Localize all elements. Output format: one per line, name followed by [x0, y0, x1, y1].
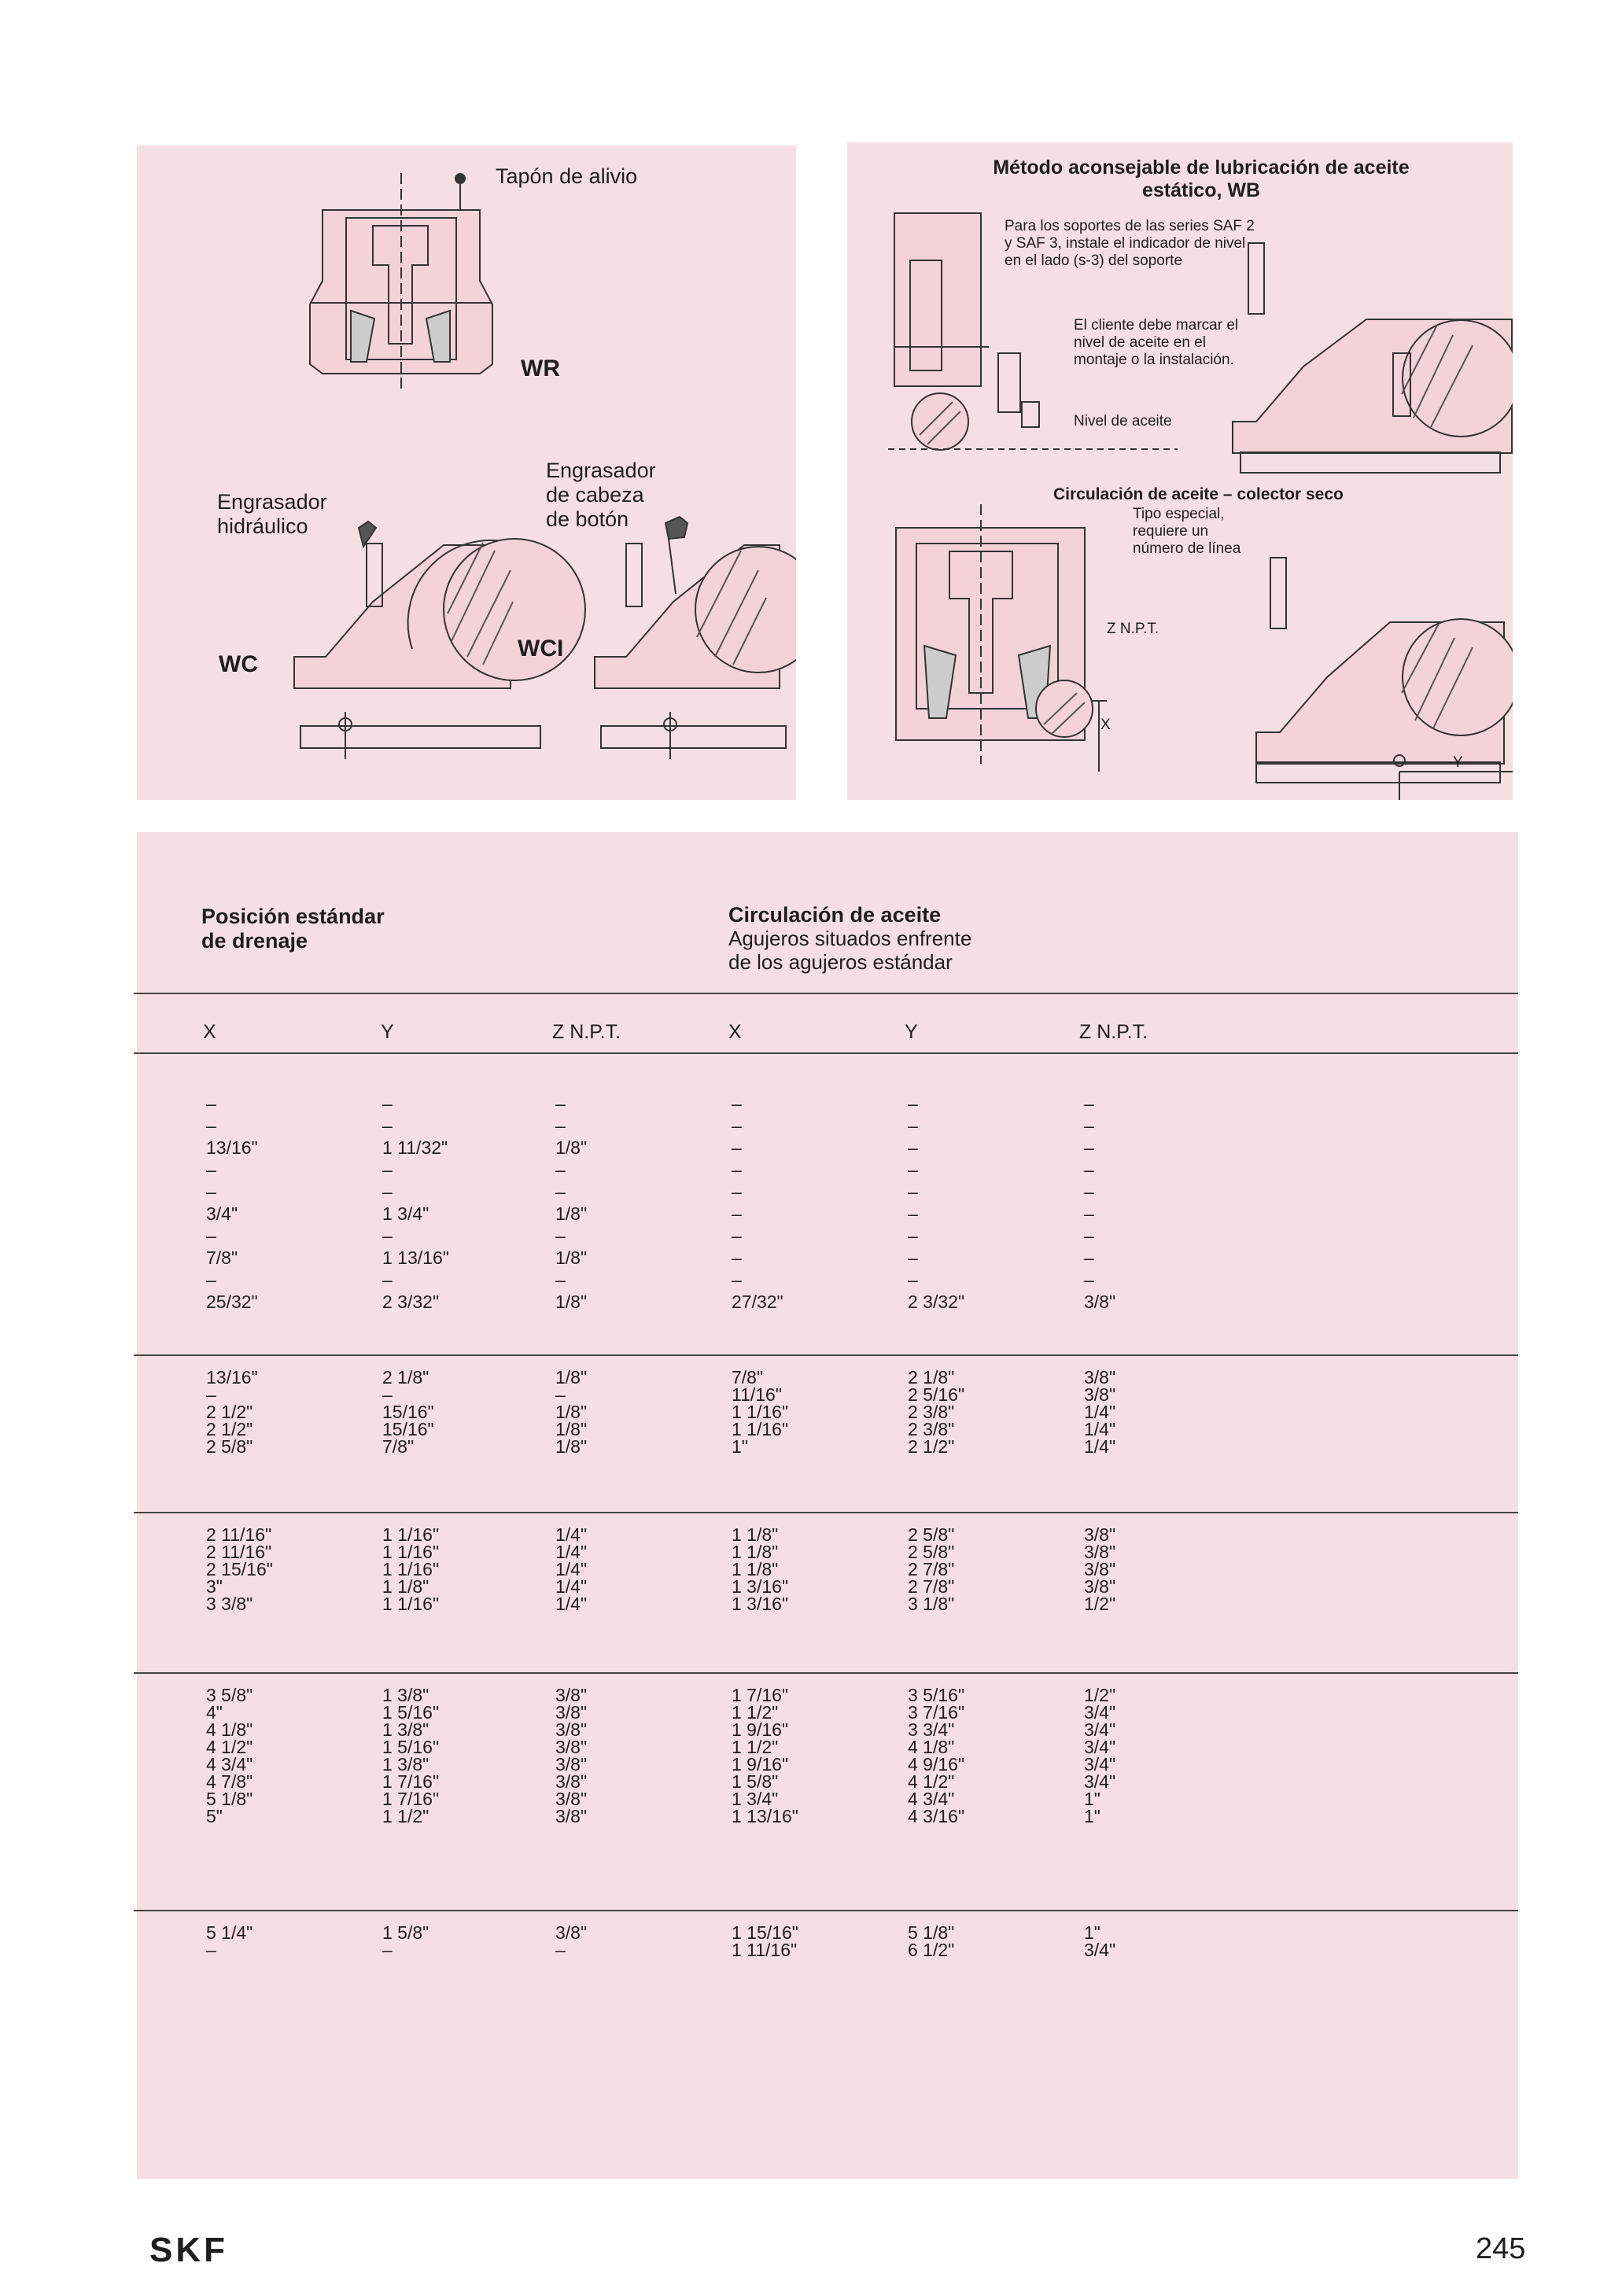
table-cell: – — [908, 1270, 918, 1290]
table-cell: 1 3/8" — [382, 1719, 429, 1740]
table-cell: 1 3/4" — [732, 1789, 779, 1809]
table-cell: 2 1/2" — [206, 1402, 253, 1422]
table-cell: 4 1/8" — [908, 1737, 955, 1757]
table-cell: – — [732, 1270, 742, 1290]
table-cell: 3/8" — [555, 1789, 588, 1809]
table-cell: 1/4" — [555, 1559, 588, 1579]
table-cell: 1 1/16" — [382, 1594, 440, 1614]
table-cell: – — [382, 1159, 393, 1180]
table-cell: 2 15/16" — [206, 1559, 273, 1579]
wb-note-cliente: El cliente debe marcar el nivel de aceite en el montaje o la instalación. — [1074, 317, 1239, 368]
table-cell: – — [555, 1940, 566, 1960]
table-cell: 7/8" — [732, 1367, 764, 1388]
table-top-rule — [134, 993, 1518, 994]
table-cell: – — [732, 1225, 742, 1246]
table-cell: 5 1/8" — [908, 1922, 955, 1943]
table-cell: – — [732, 1203, 742, 1224]
label-engrasador-boton: Engrasador de cabeza de botón — [546, 459, 656, 531]
table-cell: 3/4" — [1084, 1754, 1116, 1775]
table-cell: 2 5/8" — [908, 1524, 955, 1545]
table-cell: 3 1/8" — [908, 1594, 955, 1614]
table-cell: 1 1/16" — [732, 1419, 789, 1439]
table-cell: 15/16" — [382, 1419, 434, 1439]
table-cell: 25/32" — [206, 1292, 258, 1312]
table-cell: – — [555, 1093, 566, 1114]
label-x: X — [1100, 717, 1111, 733]
dry-sump-note: Tipo especial, requiere un número de línea — [1133, 506, 1241, 557]
table-cell: 1 1/2" — [382, 1806, 429, 1826]
table-cell: – — [732, 1159, 742, 1180]
table-cell: – — [206, 1093, 216, 1114]
table-cell: 1/4" — [555, 1542, 588, 1562]
table-cell: 1 3/16" — [732, 1576, 789, 1597]
label-engrasador-hidraulico: Engrasador hidráulico — [217, 490, 327, 538]
table-cell: 1/4" — [555, 1576, 588, 1597]
table-cell: 1 1/16" — [382, 1542, 440, 1562]
table-cell: – — [732, 1137, 742, 1158]
label-nivel-aceite: Nivel de aceite — [1074, 413, 1172, 429]
table-cell: 1/4" — [1084, 1419, 1116, 1439]
table-cell: 2 5/8" — [908, 1542, 955, 1562]
table-cell: – — [555, 1384, 566, 1405]
table-cell: 4 1/2" — [908, 1771, 955, 1792]
table-cell: 1 9/16" — [732, 1719, 789, 1740]
dry-sump-title: Circulación de aceite – colector seco — [1053, 485, 1344, 503]
table-cell: 1 3/8" — [382, 1754, 429, 1775]
table-cell: 2 3/32" — [908, 1292, 965, 1312]
table-cell: – — [1084, 1225, 1094, 1246]
table-cell: 5 1/4" — [206, 1922, 253, 1943]
table-cell: 1 5/16" — [382, 1702, 440, 1723]
table-cell: 2 1/8" — [382, 1367, 429, 1388]
table-cell: 1 1/16" — [382, 1559, 440, 1579]
table-cell: 3" — [206, 1576, 223, 1597]
table-cell: 4 3/4" — [206, 1754, 253, 1775]
table-cell: – — [206, 1181, 216, 1202]
table-cell: – — [206, 1270, 216, 1290]
table-cell: – — [382, 1181, 393, 1202]
table-cell: 1 3/16" — [732, 1594, 789, 1614]
table-left-title: Posición estándar de drenaje — [201, 905, 385, 953]
table-cell: 1 7/16" — [732, 1685, 789, 1705]
table-cell: 3 3/8" — [206, 1594, 253, 1614]
table-right-title: Circulación de aceite — [728, 903, 942, 927]
table-cell: 1" — [1084, 1806, 1100, 1826]
table-cell: 1 1/8" — [732, 1524, 779, 1545]
table-cell: 1 1/16" — [382, 1524, 440, 1545]
table-cell: 3/8" — [1084, 1384, 1116, 1405]
table-cell: – — [206, 1159, 216, 1180]
table-cell: 2 3/8" — [908, 1419, 955, 1439]
table-cell: 3/8" — [1084, 1524, 1116, 1545]
wb-method-title: Método aconsejable de lubricación de aceite estático, WB — [993, 157, 1410, 201]
table-group-rule — [134, 1512, 1518, 1513]
table-cell: – — [908, 1248, 918, 1268]
housing-drawings-left — [137, 146, 796, 800]
table-cell: 4 1/2" — [206, 1737, 253, 1757]
table-cell: 7/8" — [206, 1248, 238, 1268]
table-cell: 4 3/4" — [908, 1789, 955, 1809]
label-tapon-alivio: Tapón de alivio — [496, 164, 638, 188]
table-cell: 3/4" — [1084, 1771, 1116, 1792]
table-cell: 3/8" — [555, 1702, 588, 1723]
table-cell: – — [555, 1270, 566, 1290]
label-wr: WR — [521, 356, 560, 381]
table-cell: 1/2" — [1084, 1685, 1116, 1705]
table-cell: – — [1084, 1181, 1094, 1202]
table-cell: 1 15/16" — [732, 1922, 798, 1943]
table-cell: – — [382, 1225, 393, 1246]
table-cell: 3/8" — [1084, 1559, 1116, 1579]
col-header-x-circ: X — [728, 1021, 742, 1043]
table-cell: 2 7/8" — [908, 1576, 955, 1597]
table-cell: – — [732, 1093, 742, 1114]
table-cell: – — [382, 1270, 393, 1290]
table-cell: 1 11/32" — [382, 1137, 448, 1158]
table-cell: – — [206, 1115, 216, 1136]
table-cell: 1/8" — [555, 1137, 588, 1158]
table-cell: – — [555, 1225, 566, 1246]
table-cell: 1" — [732, 1436, 748, 1457]
table-group-rule — [134, 1910, 1518, 1911]
table-cell: – — [206, 1225, 216, 1246]
table-cell: 1" — [1084, 1789, 1100, 1809]
table-cell: 2 3/8" — [908, 1402, 955, 1422]
table-cell: 1 1/2" — [732, 1737, 779, 1757]
table-cell: 1/4" — [555, 1594, 588, 1614]
col-header-z-circ: Z N.P.T. — [1079, 1021, 1148, 1043]
table-cell: 4 3/16" — [908, 1806, 965, 1826]
table-cell: 6 1/2" — [908, 1940, 955, 1960]
table-right-subtitle: Agujeros situados enfrente de los agujeros estándar — [728, 927, 972, 974]
page-number: 245 — [1476, 2232, 1526, 2265]
table-cell: – — [908, 1203, 918, 1224]
table-cell: 1/8" — [555, 1419, 588, 1439]
table-cell: 3 3/4" — [908, 1719, 955, 1740]
table-cell: – — [1084, 1270, 1094, 1290]
table-cell: 27/32" — [732, 1292, 783, 1312]
table-cell: – — [555, 1159, 566, 1180]
label-y: Y — [1453, 754, 1463, 771]
table-cell: 1/8" — [555, 1292, 588, 1312]
table-cell: 3/8" — [555, 1737, 588, 1757]
col-header-y-circ: Y — [905, 1021, 918, 1043]
table-cell: 1 11/16" — [732, 1940, 798, 1960]
table-cell: 1/2" — [1084, 1594, 1116, 1614]
table-cell: 3/8" — [555, 1771, 588, 1792]
table-cell: 3/8" — [555, 1719, 588, 1740]
table-cell: 2 11/16" — [206, 1524, 272, 1545]
table-cell: 1 1/8" — [732, 1542, 779, 1562]
table-cell: 13/16" — [206, 1137, 258, 1158]
table-cell: 2 1/2" — [908, 1436, 955, 1457]
table-cell: – — [1084, 1159, 1094, 1180]
table-cell: 1/8" — [555, 1436, 588, 1457]
table-cell: 1/8" — [555, 1203, 588, 1224]
table-cell: 1 9/16" — [732, 1754, 789, 1775]
table-cell: – — [382, 1115, 393, 1136]
table-cell: 1 13/16" — [732, 1806, 798, 1826]
table-cell: 1 5/8" — [382, 1922, 429, 1943]
table-cell: 3/4" — [1084, 1719, 1116, 1740]
table-cell: 3 5/16" — [908, 1685, 965, 1705]
table-cell: 1 3/4" — [382, 1203, 429, 1224]
table-cell: 1 7/16" — [382, 1789, 440, 1809]
label-wc: WC — [219, 651, 258, 677]
table-cell: – — [1084, 1203, 1094, 1224]
table-cell: 1 5/16" — [382, 1737, 440, 1757]
table-cell: 4 7/8" — [206, 1771, 253, 1792]
table-cell: 3/8" — [555, 1754, 588, 1775]
table-cell: 1 1/2" — [732, 1702, 779, 1723]
table-cell: 15/16" — [382, 1402, 434, 1422]
col-header-x-std: X — [203, 1021, 216, 1043]
table-cell: 1 1/8" — [732, 1559, 779, 1579]
table-cell: 4" — [206, 1702, 223, 1723]
table-cell: – — [732, 1115, 742, 1136]
table-cell: 1" — [1084, 1922, 1100, 1943]
table-cell: 1 7/16" — [382, 1771, 440, 1792]
table-cell: – — [206, 1384, 216, 1405]
table-cell: 1 3/8" — [382, 1685, 429, 1705]
table-cell: 11/16" — [732, 1384, 783, 1405]
table-cell: – — [908, 1181, 918, 1202]
table-cell: – — [382, 1384, 393, 1405]
table-cell: 3/8" — [1084, 1292, 1116, 1312]
table-cell: – — [908, 1159, 918, 1180]
table-cell: – — [206, 1940, 216, 1960]
wb-note-saf: Para los soportes de las series SAF 2 y SAF 3, instale el indicador de nivel en el lado (s-3) del soporte — [1005, 218, 1255, 269]
table-cell: 1 13/16" — [382, 1248, 449, 1268]
table-cell: 1 1/16" — [732, 1402, 789, 1422]
table-panel — [137, 832, 1518, 2179]
table-cell: 7/8" — [382, 1436, 415, 1457]
table-cell: 3/8" — [1084, 1367, 1116, 1388]
table-header-rule — [134, 1052, 1518, 1054]
table-cell: 3/8" — [555, 1685, 588, 1705]
table-cell: – — [908, 1115, 918, 1136]
table-cell: 2 5/16" — [908, 1384, 965, 1405]
table-cell: – — [732, 1181, 742, 1202]
table-cell: 2 3/32" — [382, 1292, 440, 1312]
table-cell: 3/4" — [206, 1203, 238, 1224]
table-cell: 1/4" — [1084, 1436, 1116, 1457]
table-cell: 4 9/16" — [908, 1754, 965, 1775]
table-cell: 3/8" — [1084, 1542, 1116, 1562]
table-cell: 1/8" — [555, 1367, 588, 1388]
table-cell: 3/8" — [555, 1806, 588, 1826]
table-cell: 2 7/8" — [908, 1559, 955, 1579]
col-header-y-std: Y — [381, 1021, 394, 1043]
table-cell: – — [1084, 1093, 1094, 1114]
col-header-z-std: Z N.P.T. — [552, 1021, 621, 1043]
table-cell: – — [382, 1940, 393, 1960]
table-cell: 13/16" — [206, 1367, 258, 1388]
table-cell: 2 1/2" — [206, 1419, 253, 1439]
table-cell: – — [1084, 1248, 1094, 1268]
table-cell: – — [908, 1137, 918, 1158]
table-cell: – — [555, 1181, 566, 1202]
table-cell: – — [1084, 1115, 1094, 1136]
figure-panel-left — [137, 146, 796, 800]
table-cell: – — [555, 1115, 566, 1136]
table-group-rule — [134, 1354, 1518, 1356]
table-cell: 3/8" — [555, 1922, 588, 1943]
table-cell: 2 11/16" — [206, 1542, 272, 1562]
table-cell: 4 1/8" — [206, 1719, 253, 1740]
table-cell: – — [382, 1093, 393, 1114]
table-cell: – — [908, 1225, 918, 1246]
table-cell: 1 1/8" — [382, 1576, 429, 1597]
skf-logo: SKF — [149, 2231, 228, 2269]
table-cell: – — [908, 1093, 918, 1114]
table-cell: 5 1/8" — [206, 1789, 253, 1809]
table-cell: 3/4" — [1084, 1702, 1116, 1723]
table-cell: 2 5/8" — [206, 1436, 253, 1457]
table-cell: 3 5/8" — [206, 1685, 253, 1705]
table-cell: 1 5/8" — [732, 1771, 779, 1792]
table-cell: 1/4" — [1084, 1402, 1116, 1422]
table-cell: 3/8" — [1084, 1576, 1116, 1597]
label-wci: WCI — [518, 636, 564, 662]
table-cell: 1/8" — [555, 1402, 588, 1422]
table-cell: 3/4" — [1084, 1940, 1116, 1960]
table-cell: 3/4" — [1084, 1737, 1116, 1757]
figure-panel-right — [847, 142, 1513, 800]
table-cell: 1/4" — [555, 1524, 588, 1545]
label-znpt: Z N.P.T. — [1107, 621, 1159, 637]
table-cell: – — [732, 1248, 742, 1268]
table-cell: 5" — [206, 1806, 223, 1826]
table-cell: 2 1/8" — [908, 1367, 955, 1388]
table-group-rule — [134, 1672, 1518, 1674]
table-cell: – — [1084, 1137, 1094, 1158]
table-cell: 1/8" — [555, 1248, 588, 1268]
table-cell: 3 7/16" — [908, 1702, 965, 1723]
